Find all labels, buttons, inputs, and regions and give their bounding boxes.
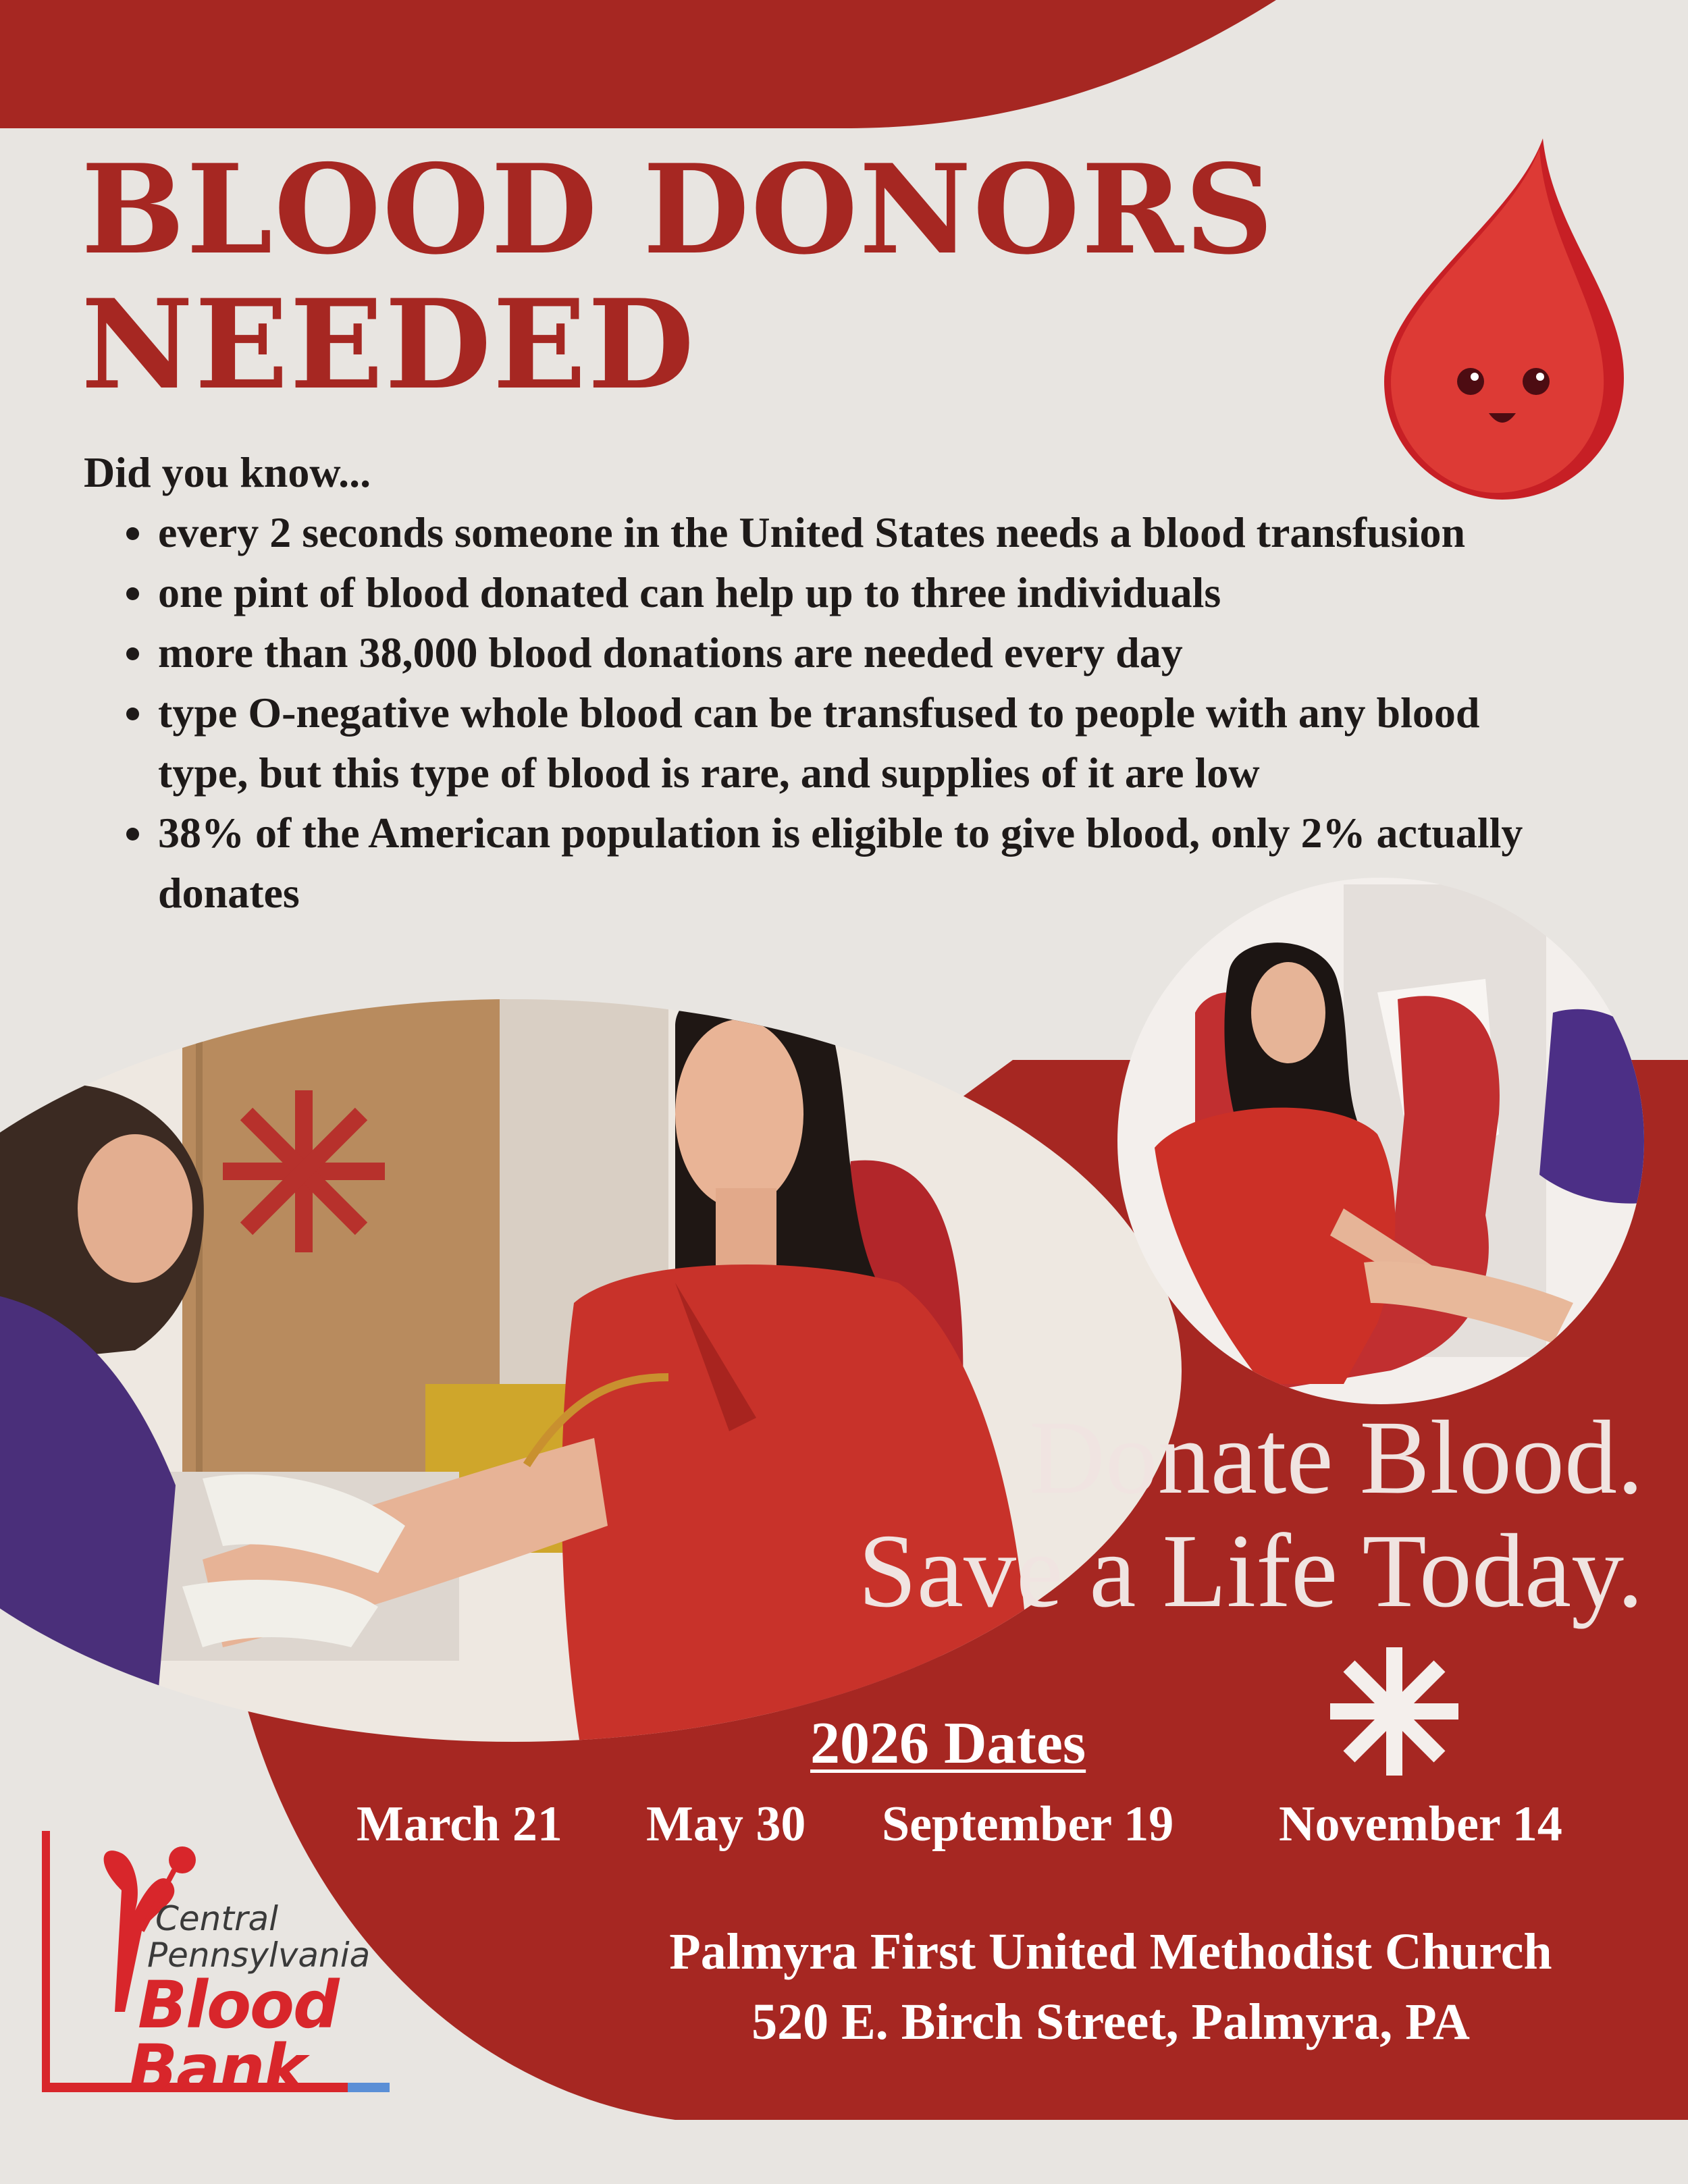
fact-item: • every 2 seconds someone in the United States needs a blood transfusion	[157, 502, 1495, 562]
dates-heading: 2026 Dates	[810, 1711, 1086, 1776]
logo-line-3: Blood	[138, 1967, 338, 2043]
asterisk-icon	[1330, 1647, 1458, 1776]
logo-line-1: Central	[155, 1899, 279, 1938]
title-line-2: NEEDED	[81, 272, 696, 417]
venue-name: Palmyra First United Methodist Church	[669, 1923, 1552, 1980]
asterisk-icon	[223, 1090, 385, 1252]
logo-line-2: Pennsylvania	[147, 1936, 371, 1975]
fact-item: • more than 38,000 blood donations are needed every day	[157, 622, 1542, 683]
logo-line-4: Bank	[128, 2031, 306, 2106]
fact-item: • one pint of blood donated can help up to three individuals	[157, 562, 1542, 622]
event-date: March 21	[357, 1796, 562, 1852]
event-date: November 14	[1279, 1796, 1562, 1852]
facts-list	[84, 502, 1542, 923]
slogan	[631, 1401, 1643, 1628]
title-line-1: BLOOD DONORS	[81, 137, 1275, 282]
facts-intro: Did you know...	[84, 448, 371, 496]
poster-title	[81, 137, 1364, 417]
venue-address: 520 E. Birch Street, Palmyra, PA	[751, 1994, 1470, 2050]
slogan-line-1: Donate Blood.	[1029, 1399, 1643, 1516]
event-date: September 19	[882, 1796, 1174, 1852]
blood-bank-logo	[128, 1899, 371, 2106]
fact-item: • 38% of the American population is eligible to give blood, only 2% actually donates	[157, 803, 1562, 923]
facts-section	[84, 442, 1542, 923]
fact-item: • type O-negative whole blood can be transfused to people with any blood type, but this type of blood is rare, and supplies of it are low	[157, 683, 1542, 803]
top-swoosh	[0, 0, 1276, 128]
event-date: May 30	[646, 1796, 806, 1852]
slogan-line-2: Save a Life Today.	[858, 1512, 1643, 1629]
